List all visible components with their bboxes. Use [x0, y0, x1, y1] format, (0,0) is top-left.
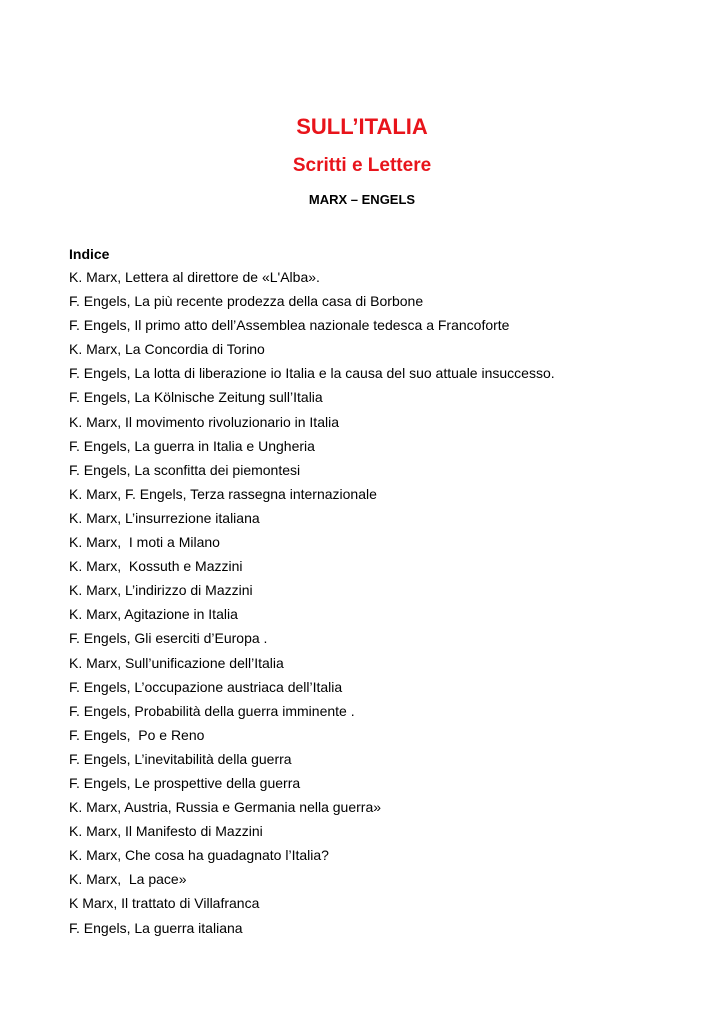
- index-item: K. Marx, Austria, Russia e Germania nella guerra»: [69, 799, 382, 816]
- index-item: K. Marx, L’indirizzo di Mazzini: [69, 582, 253, 599]
- document-title: SULL’ITALIA: [296, 114, 428, 139]
- index-item: K. Marx, Il movimento rivoluzionario in Italia: [69, 413, 339, 430]
- index-item: F. Engels, Il primo atto dell’Assemblea nazionale tedesca a Francoforte: [69, 317, 510, 334]
- index-item: K. Marx, L’insurrezione italiana: [69, 509, 260, 526]
- index-item: F. Engels, Gli eserciti d’Europa .: [69, 630, 268, 647]
- index-item: K. Marx, Sull’unificazione dell’Italia: [69, 654, 284, 671]
- index-item: K. Marx, I moti a Milano: [69, 534, 220, 551]
- index-item: K Marx, Il trattato di Villafranca: [69, 895, 260, 912]
- index-item: K. Marx, Kossuth e Mazzini: [69, 558, 243, 575]
- document-authors: MARX – ENGELS: [308, 192, 416, 207]
- index-list: [69, 265, 689, 940]
- index-item: K. Marx, F. Engels, Terza rassegna internazionale: [69, 485, 377, 502]
- index-item: F. Engels, La lotta di liberazione io Italia e la causa del suo attuale insuccesso.: [69, 365, 555, 382]
- index-item: K. Marx, Lettera al direttore de «L'Alba».: [69, 269, 320, 285]
- index-item: F. Engels, La guerra in Italia e Ungheria: [69, 437, 315, 454]
- index-item: K. Marx, La Concordia di Torino: [69, 341, 265, 358]
- index-item: K. Marx, La pace»: [69, 871, 187, 888]
- index-item: K. Marx, Che cosa ha guadagnato l’Italia?: [69, 847, 329, 864]
- index-item: F. Engels, La sconfitta dei piemontesi: [69, 461, 301, 478]
- index-item: K. Marx, Il Manifesto di Mazzini: [69, 823, 263, 840]
- index-item: K. Marx, Agitazione in Italia: [69, 606, 238, 623]
- index-item: F. Engels, Po e Reno: [69, 726, 205, 743]
- index-item: F. Engels, Le prospettive della guerra: [69, 774, 301, 791]
- index-item: F. Engels, La Kölnische Zeitung sull’Italia: [69, 389, 323, 406]
- index-heading: Indice: [69, 246, 110, 262]
- index-item: F. Engels, L’inevitabilità della guerra: [69, 750, 292, 767]
- index-item: F. Engels, Probabilità della guerra imminente .: [69, 702, 355, 719]
- index-item: F. Engels, L’occupazione austriaca dell’Italia: [69, 678, 343, 695]
- document-subtitle: Scritti e Lettere: [292, 155, 432, 176]
- index-item: F. Engels, La guerra italiana: [69, 919, 243, 936]
- index-item: F. Engels, La più recente prodezza della casa di Borbone: [69, 293, 424, 310]
